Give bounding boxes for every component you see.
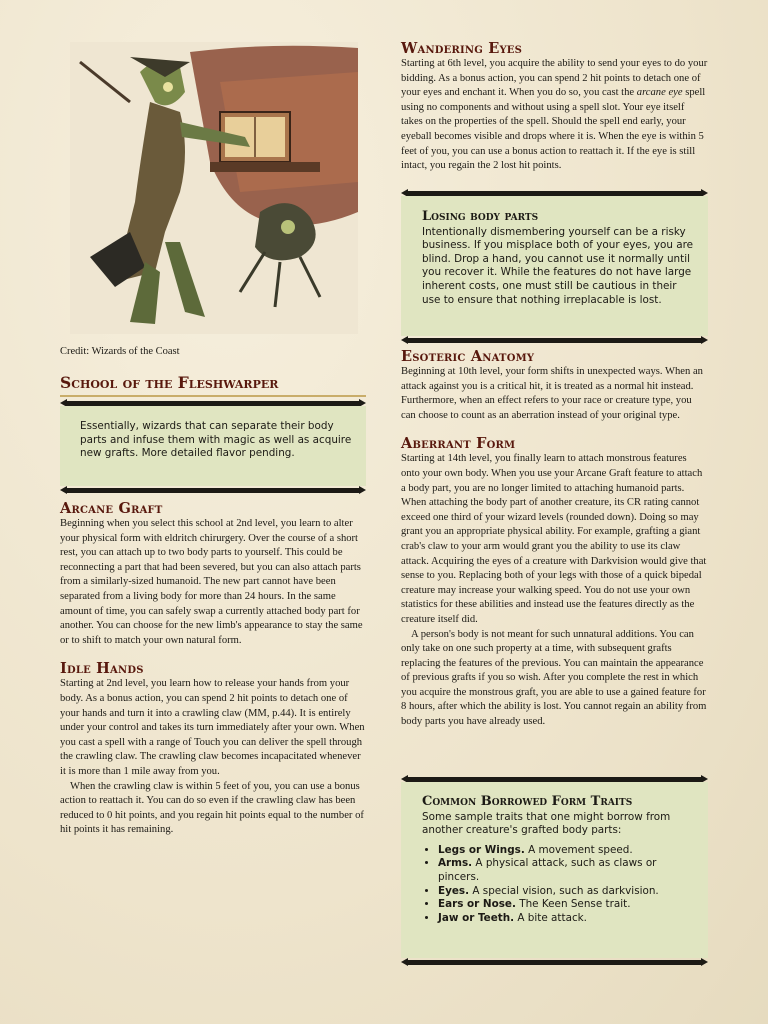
- borrowed-traits-heading: Common Borrowed Form Traits: [422, 794, 633, 809]
- arcane-graft-text: Beginning when you select this school at 2nd level, you learn to alter your physical form with eldritch chirurgery. Over the course of a short rest, you can attach up to two body parts to yourself. This could be reconnecting a part that had been severed, but you can also attach parts from a similarly-sized humanoid. The new part cannot have been separated from a living body for more than 24 hours. In the same amount of time, you can safely swap a currently attached body part for another. You can choose for the new limb's appearance to stay the same or to shift to match your own natural form.: [60, 518, 363, 646]
- right-column-top: [401, 40, 708, 174]
- wandering-eyes-text: [401, 57, 708, 174]
- list-item: • Legs or Wings. A movement speed.: [438, 844, 694, 858]
- school-intro-note: [60, 406, 366, 486]
- wandering-eyes-text-post: spell using no components and without using a spell slot. Your eye itself takes on the properties of the spell. Should the spell end early, your eyeball becomes visible and drops where it is. When the eye is within 5 feet of you, you can use a bonus action to reattach it. If the eye is still intact, you regain the 2 lost hit points.: [401, 87, 706, 172]
- aberrant-form-text-1: Starting at 14th level, you finally learn to attach monstrous features onto your own body. When you use your Arcane Graft feature to attach a body part, you are no longer limited to attaching humanoid parts. When attaching the body part of another creature, its CR rating cannot exceed one third of your wizard levels (rounded down). Doing so may grant you an appropriate physical ability. For example, grafting a giant crab's claw to your arm would grant you the ability to use its claw attack. Acquiring the eyes of a creature with Darkvision would give that sense to you. Replacing both of your legs with those of a quick bipedal creature may increase your walking speed. You do not use your own statistics for these abilities and instead use the features directly as the creature itself did.: [401, 453, 707, 625]
- borrowed-traits-intro: Some sample traits that one might borrow from another creature's grafted body parts:: [422, 810, 671, 837]
- losing-parts-text: Intentionally dismembering yourself can be a risky business. If you misplace both of your eyes, you are blind. Drop a hand, you cannot use it normally until you recover it. While the features do not have large inherent costs, one must still be cautious in their use to ensure that nothing irreplacable is lost.: [422, 225, 694, 306]
- school-title: School of the Fleshwarper: [60, 373, 279, 392]
- wandering-eyes-text-pre: Starting at 6th level, you acquire the ability to send your eyes to do your bidding. As a bonus action, you can spend 2 hit points to detach one of your eyes and enchant it. When you do so, you cast the: [401, 58, 708, 99]
- list-item: • Jaw or Teeth. A bite attack.: [438, 912, 694, 926]
- borrowed-traits-bottom-bar: [407, 960, 702, 965]
- losing-parts-note: [401, 196, 708, 336]
- school-intro-text: Essentially, wizards that can separate their body parts and infuse them with magic as well as acquire new grafts. More detailed flavor pending.: [80, 420, 352, 460]
- list-item: • Ears or Nose. The Keen Sense trait.: [438, 898, 694, 912]
- wandering-eyes-heading: Wandering Eyes: [401, 40, 523, 57]
- borrowed-traits-list: [422, 844, 694, 926]
- school-title-rule: [60, 395, 366, 397]
- idle-hands-text-1: Starting at 2nd level, you learn how to release your hands from your body. As a bonus action, you can spend 2 hit points to detach one of your hands and turn it into a crawling claw (MM, p.44). It is entirely under your control and takes its turn immediately after your own. When you cast a spell with a range of Touch you can deliver the spell through the crawling claw. The crawling claw becomes incapacitated whenever it is more than 1 mile away from you.: [60, 678, 365, 777]
- left-column: [60, 500, 366, 838]
- intro-note-bottom-bar: [66, 488, 360, 493]
- arcane-graft-heading: Arcane Graft: [60, 500, 163, 517]
- right-column-middle: [401, 348, 708, 730]
- aberrant-form-text-2: A person's body is not meant for such unnatural additions. You can only take on one such property at a time, with subsequent grafts replacing the features of the previous. You can maintain the appearance of previous grafts if you so wish. After you complete the rest in which you acquire the monstrous graft, you are able to use a gained feature for 8 hours, after which the ability is lost. You cannot regain an ability from body parts you have already used.: [401, 628, 707, 728]
- idle-hands-text-2: When the crawling claw is within 5 feet of you, you can use a bonus action to reattach it. You can do so even if the crawling claw has been reduced to 0 hit points, and you regain hit points equal to the number of hit points it has remaining.: [60, 780, 364, 836]
- esoteric-anatomy-heading: Esoteric Anatomy: [401, 348, 535, 365]
- list-item: • Arms. A physical attack, such as claws or pincers.: [438, 857, 694, 884]
- borrowed-traits-note: [401, 782, 708, 958]
- fleshwarper-illustration: [70, 42, 358, 334]
- losing-parts-heading: Losing body parts: [422, 209, 539, 224]
- losing-parts-bottom-bar: [407, 338, 702, 343]
- aberrant-form-heading: Aberrant Form: [401, 435, 516, 453]
- esoteric-anatomy-text: Beginning at 10th level, your form shifts in unexpected ways. When an attack against you is a critical hit, it is treated as a normal hit instead. Furthermore, when an effect refers to your race or creature type, you can choose to count as an aberration instead of your original type.: [401, 366, 703, 421]
- illustration-credit: Credit: Wizards of the Coast: [60, 346, 180, 357]
- idle-hands-heading: Idle Hands: [60, 660, 144, 678]
- list-item: • Eyes. A special vision, such as darkvision.: [438, 885, 694, 899]
- arcane-eye-spell: arcane eye: [636, 87, 683, 99]
